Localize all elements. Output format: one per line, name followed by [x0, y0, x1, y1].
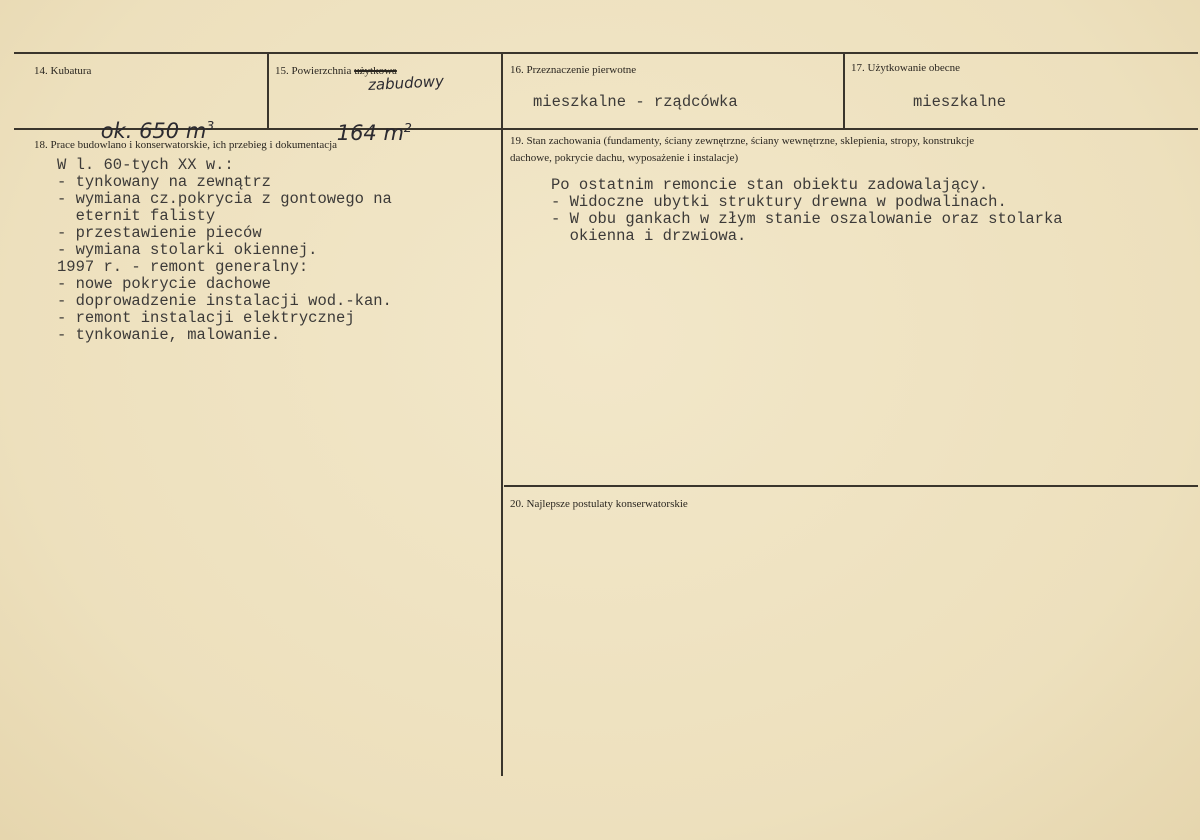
field-14-value-exponent: 3	[206, 118, 215, 133]
field-18-line: - tynkowany na zewnątrz	[57, 173, 271, 191]
field-15-correction: zabudowy	[367, 72, 445, 94]
field-18-line: - doprowadzenie instalacji wod.-kan.	[57, 292, 392, 310]
field-17-label: 17. Użytkowanie obecne	[851, 62, 961, 74]
field-19-label-line-2: dachowe, pokrycie dachu, wyposażenie i instalacje)	[510, 152, 739, 164]
field-18-label: 18. Prace budowlano i konserwatorskie, ich przebieg i dokumentacja	[34, 139, 338, 151]
field-15-struck-word: użytkowa	[354, 65, 397, 77]
field-15-value-text: 164 m	[336, 121, 404, 145]
field-19-label-line-1: 19. Stan zachowania (fundamenty, ściany zewnętrzne, ściany wewnętrzne, sklepienia, stropy, konstrukcje	[510, 135, 975, 147]
column-divider-main	[501, 52, 503, 776]
field-15-value	[310, 96, 412, 169]
field-18-line: - przestawienie pieców	[57, 224, 262, 242]
field-15-label-text: 15. Powierzchnia	[275, 65, 355, 77]
field-16-value: mieszkalne - rządcówka	[533, 93, 738, 111]
field-18-line: - wymiana cz.pokrycia z gontowego na	[57, 190, 392, 208]
field-18-line: eternit falisty	[57, 207, 216, 225]
field-19-line: Po ostatnim remoncie stan obiektu zadowalający.	[551, 176, 989, 194]
field-14-label: 14. Kubatura	[34, 65, 92, 77]
field-19-line: okienna i drzwiowa.	[551, 227, 747, 245]
field-16-label: 16. Przeznaczenie pierwotne	[510, 64, 637, 76]
field-18-line: - tynkowanie, malowanie.	[57, 326, 281, 344]
field-18-line: 1997 r. - remont generalny:	[57, 258, 309, 276]
box-19-20-divider-line	[504, 485, 1198, 487]
field-19-line: - W obu gankach w złym stanie oszalowanie oraz stolarka	[551, 210, 1063, 228]
field-15-value-exponent: 2	[403, 120, 412, 135]
field-19-line: - Widoczne ubytki struktury drewna w podwalinach.	[551, 193, 1007, 211]
column-divider-14-15	[267, 52, 269, 130]
field-18-line: - nowe pokrycie dachowe	[57, 275, 271, 293]
field-17-value: mieszkalne	[913, 93, 1007, 111]
field-18-line: - remont instalacji elektrycznej	[57, 309, 355, 327]
field-20-label: 20. Najlepsze postulaty konserwatorskie	[510, 498, 688, 510]
field-14-value-text: ok. 650 m	[100, 119, 207, 143]
column-divider-16-17	[843, 52, 845, 130]
top-border-line	[14, 52, 1198, 54]
field-18-line: W l. 60-tych XX w.:	[57, 156, 234, 174]
field-18-line: - wymiana stolarki okiennej.	[57, 241, 318, 259]
